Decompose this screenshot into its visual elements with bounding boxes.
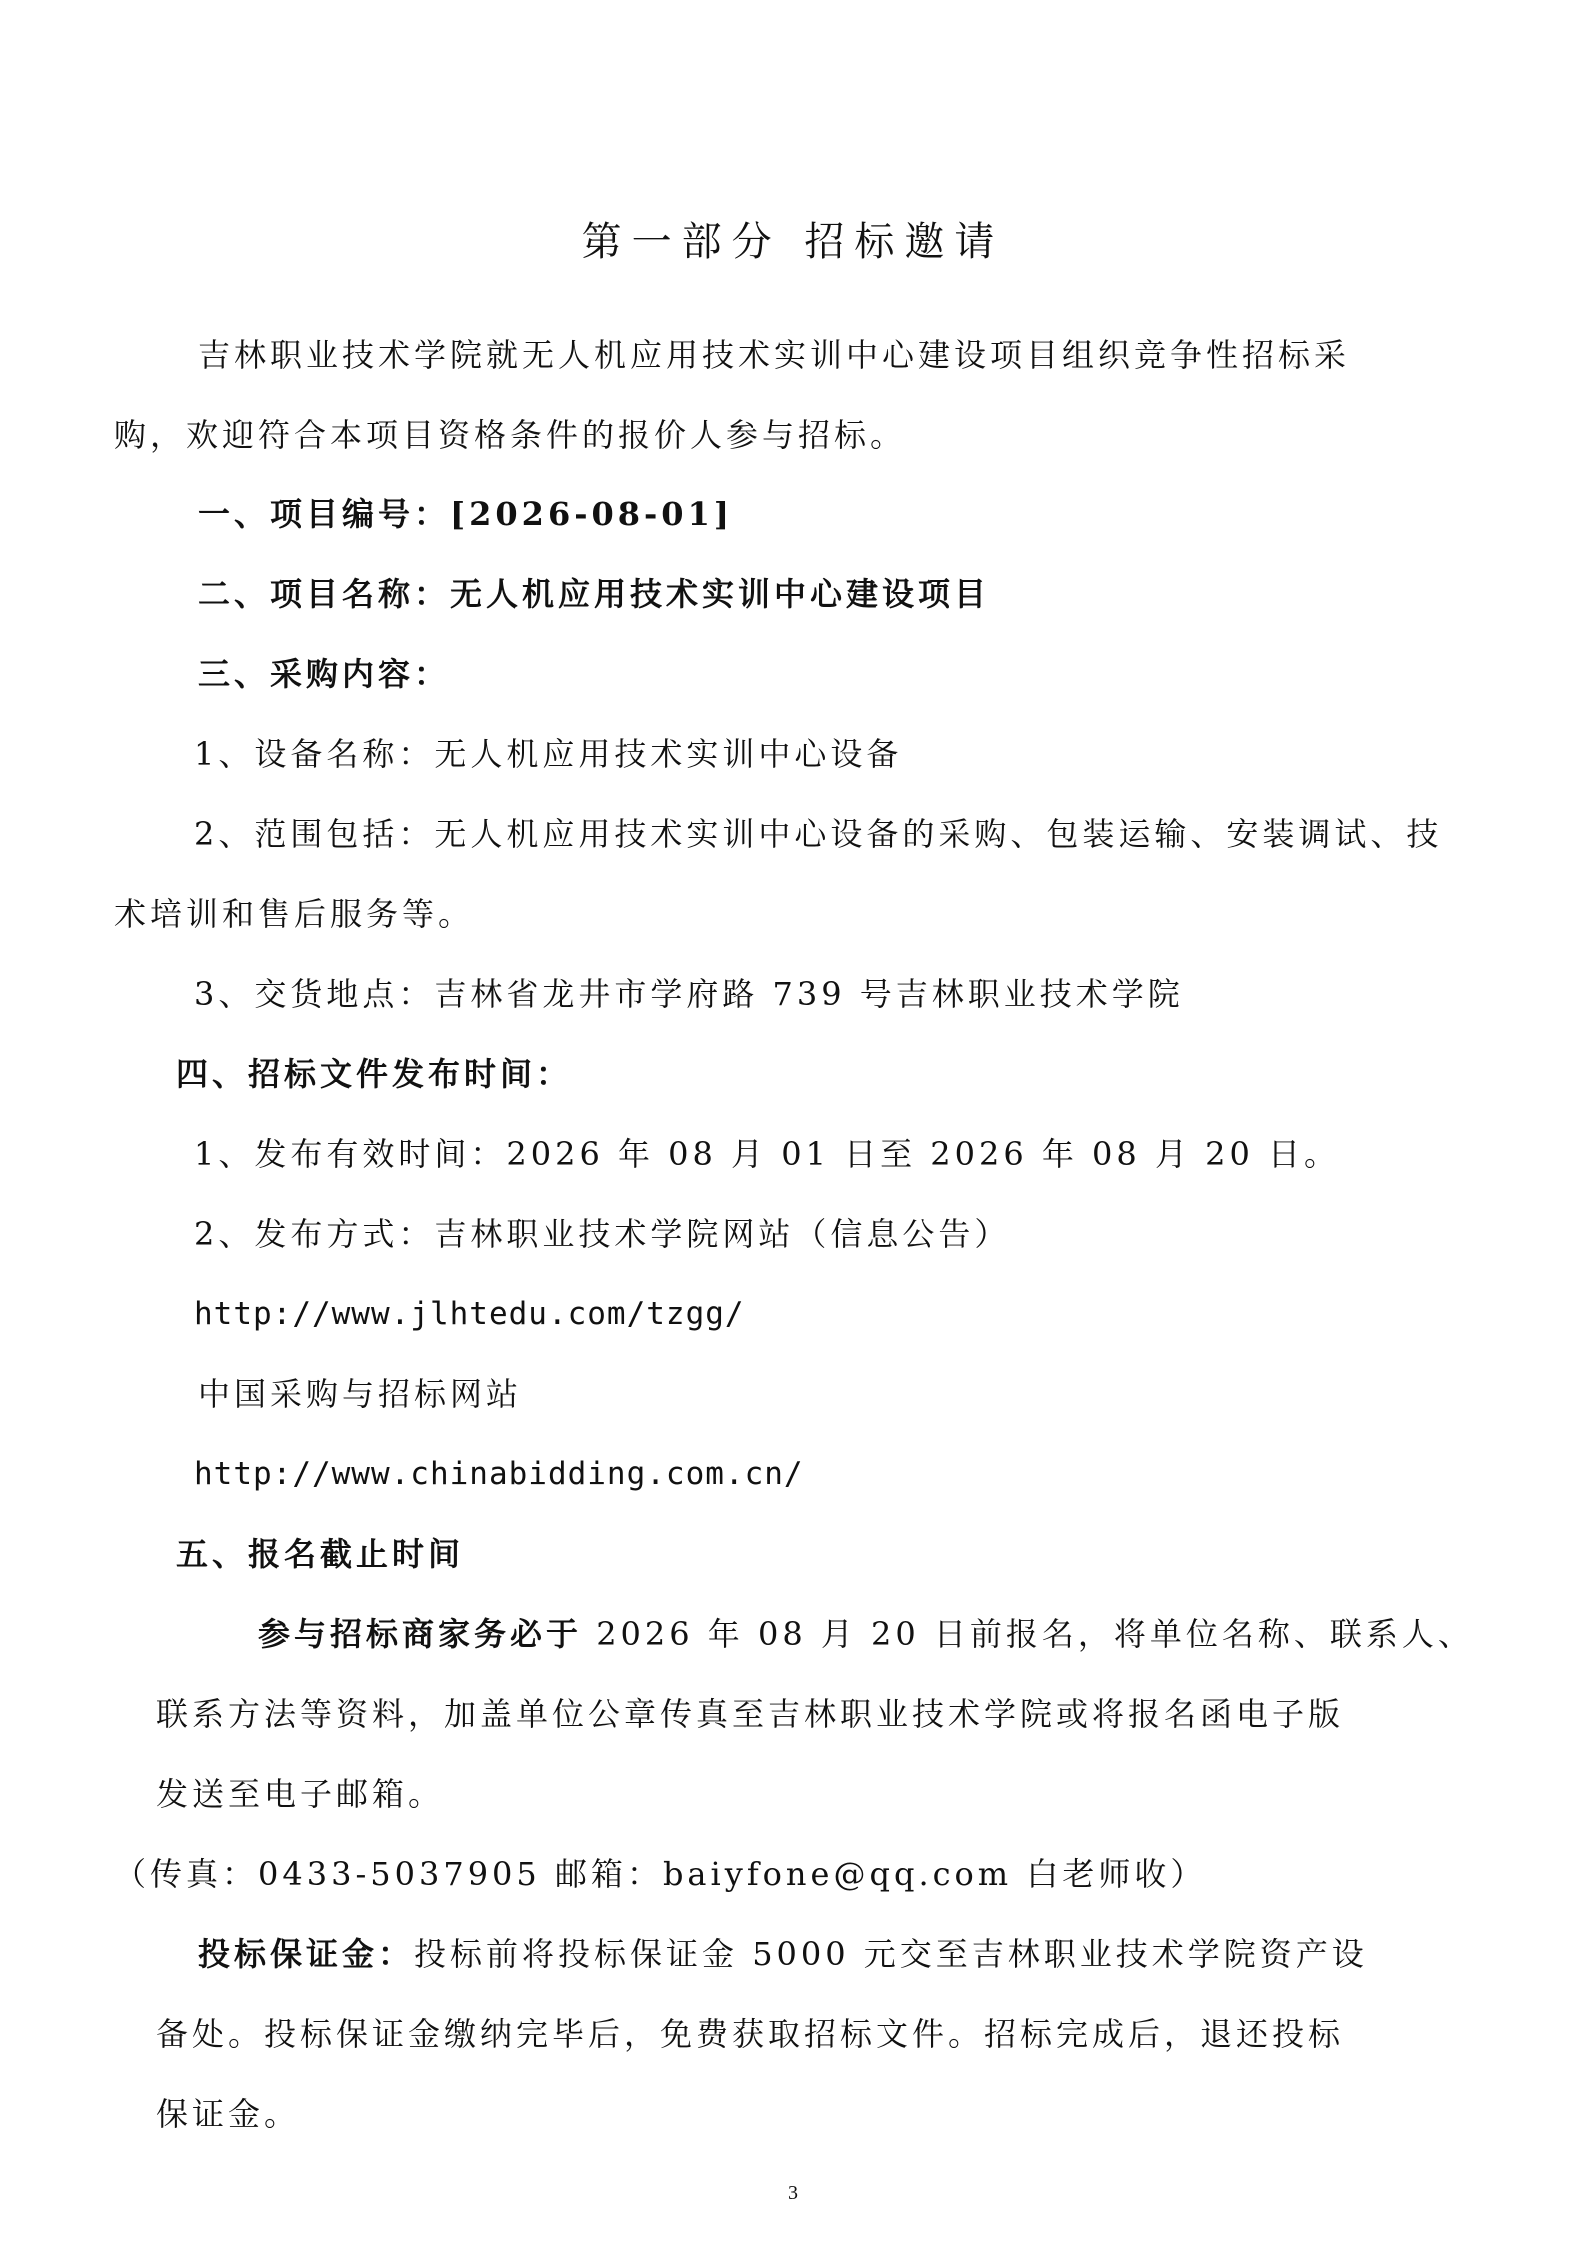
deadline-paragraph-line-1-rest: 2026 年 08 月 20 日前报名，将单位名称、联系人、 bbox=[582, 1615, 1474, 1653]
deposit-line-1 bbox=[198, 1929, 1368, 1979]
project-name: 二、项目名称：无人机应用技术实训中心建设项目 bbox=[198, 575, 991, 613]
page-number: 3 bbox=[788, 2182, 798, 2204]
release-url-1: http://www.jlhtedu.com/tzgg/ bbox=[194, 1296, 745, 1332]
deposit-line-2: 备处。投标保证金缴纳完毕后，免费获取招标文件。招标完成后，退还投标 bbox=[156, 2015, 1345, 2053]
procurement-item-1: 1、设备名称：无人机应用技术实训中心设备 bbox=[194, 735, 903, 773]
section-title: 第一部分 招标邀请 bbox=[581, 219, 1005, 265]
deadline-paragraph-line-1 bbox=[258, 1609, 1474, 1659]
procurement-item-3: 3、交货地点：吉林省龙井市学府路 739 号吉林职业技术学院 bbox=[194, 975, 1184, 1013]
procurement-item-2-line-1: 2、范围包括：无人机应用技术实训中心设备的采购、包装运输、安装调试、技 bbox=[194, 815, 1443, 853]
intro-line-2: 购，欢迎符合本项目资格条件的报价人参与招标。 bbox=[114, 416, 907, 454]
deposit-line-3: 保证金。 bbox=[156, 2095, 301, 2133]
deadline-heading: 五、报名截止时间 bbox=[176, 1535, 465, 1573]
deadline-paragraph-line-2: 联系方法等资料，加盖单位公章传真至吉林职业技术学院或将报名函电子版 bbox=[156, 1695, 1345, 1733]
release-item-1: 1、发布有效时间：2026 年 08 月 01 日至 2026 年 08 月 20 日。 bbox=[194, 1135, 1341, 1173]
procurement-item-2-line-2: 术培训和售后服务等。 bbox=[114, 895, 475, 933]
procurement-heading: 三、采购内容： bbox=[198, 655, 451, 693]
intro-line-1: 吉林职业技术学院就无人机应用技术实训中心建设项目组织竞争性招标采 bbox=[198, 336, 1351, 374]
deposit-line-1-text: 投标前将投标保证金 5000 元交至吉林职业技术学院资产设 bbox=[414, 1935, 1368, 1973]
release-url-2: http://www.chinabidding.com.cn/ bbox=[194, 1456, 804, 1492]
contact-info: （传真：0433-5037905 邮箱：baiyfone@qq.com 白老师收） bbox=[114, 1855, 1207, 1893]
project-number: 一、项目编号：[2026-08-01] bbox=[198, 495, 733, 533]
release-heading: 四、招标文件发布时间： bbox=[176, 1055, 573, 1093]
deadline-paragraph-line-3: 发送至电子邮箱。 bbox=[156, 1775, 445, 1813]
deadline-bold-lead: 参与招标商家务必于 bbox=[258, 1615, 583, 1653]
deposit-label: 投标保证金： bbox=[198, 1935, 415, 1973]
release-site-2: 中国采购与招标网站 bbox=[198, 1375, 523, 1413]
release-item-2: 2、发布方式：吉林职业技术学院网站（信息公告） bbox=[194, 1215, 1011, 1253]
